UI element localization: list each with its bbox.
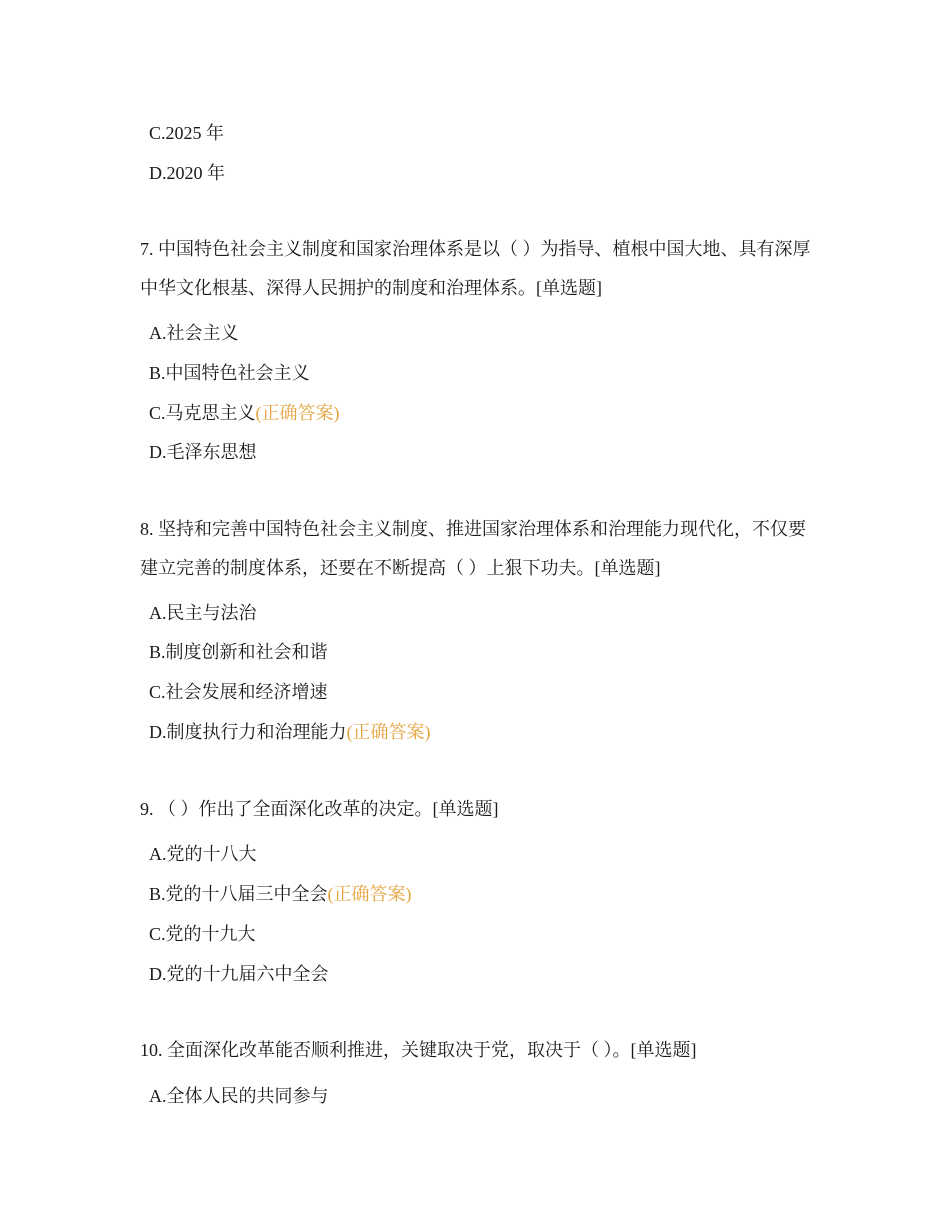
option-text: D.毛泽东思想 xyxy=(149,442,257,462)
option-text: A.全体人民的共同参与 xyxy=(149,1086,329,1106)
q7-option-a xyxy=(149,321,239,345)
option-text: C.党的十九大 xyxy=(149,924,256,944)
option-text: B.中国特色社会主义 xyxy=(149,363,310,383)
option-text: A.社会主义 xyxy=(149,323,239,343)
question-text: 10. 全面深化改革能否顺利推进，关键取决于党，取决于（ ）。 xyxy=(140,1040,631,1060)
correct-answer-mark: (正确答案) xyxy=(255,403,340,423)
q6-option-c xyxy=(149,121,224,145)
q8-option-a xyxy=(149,601,257,625)
question-9-stem xyxy=(140,790,820,829)
question-7-stem xyxy=(140,230,820,308)
option-text: D.2020 年 xyxy=(149,163,225,183)
question-text: 7. 中国特色社会主义制度和国家治理体系是以（ ）为指导、植根中国大地、具有深厚中华文化根基、深得人民拥护的制度和治理体系。 xyxy=(140,239,811,298)
q7-option-d xyxy=(149,440,257,464)
option-text: A.党的十八大 xyxy=(149,844,257,864)
option-text: C.马克思主义 xyxy=(149,403,256,423)
correct-answer-mark: (正确答案) xyxy=(346,722,431,742)
option-text: C.2025 年 xyxy=(149,123,225,143)
question-type-tag: [单选题] xyxy=(536,278,602,298)
option-text: D.制度执行力和治理能力 xyxy=(149,722,347,742)
q7-option-c xyxy=(149,401,340,425)
q8-option-d xyxy=(149,720,431,744)
q9-option-c xyxy=(149,922,256,946)
option-text: B.党的十八届三中全会 xyxy=(149,884,328,904)
option-text: B.制度创新和社会和谐 xyxy=(149,642,328,662)
q9-option-d xyxy=(149,962,329,986)
question-type-tag: [单选题] xyxy=(432,799,499,819)
correct-answer-mark: (正确答案) xyxy=(327,884,412,904)
option-text: D.党的十九届六中全会 xyxy=(149,964,329,984)
question-text: 9. （ ）作出了全面深化改革的决定。 xyxy=(140,799,433,819)
option-text: A.民主与法治 xyxy=(149,603,257,623)
question-type-tag: [单选题] xyxy=(594,558,661,578)
question-10-stem xyxy=(140,1031,820,1070)
option-text: C.社会发展和经济增速 xyxy=(149,682,328,702)
q8-option-b xyxy=(149,640,328,664)
question-8-stem xyxy=(140,510,820,588)
q7-option-b xyxy=(149,361,310,385)
question-text: 8. 坚持和完善中国特色社会主义制度、推进国家治理体系和治理能力现代化，不仅要建立完善的制度体系，还要在不断提高（ ）上狠下功夫。 xyxy=(140,519,806,578)
question-type-tag: [单选题] xyxy=(630,1040,697,1060)
q9-option-b xyxy=(149,882,412,906)
q10-option-a xyxy=(149,1084,329,1108)
q8-option-c xyxy=(149,680,328,704)
q9-option-a xyxy=(149,842,257,866)
q6-option-d xyxy=(149,161,225,185)
